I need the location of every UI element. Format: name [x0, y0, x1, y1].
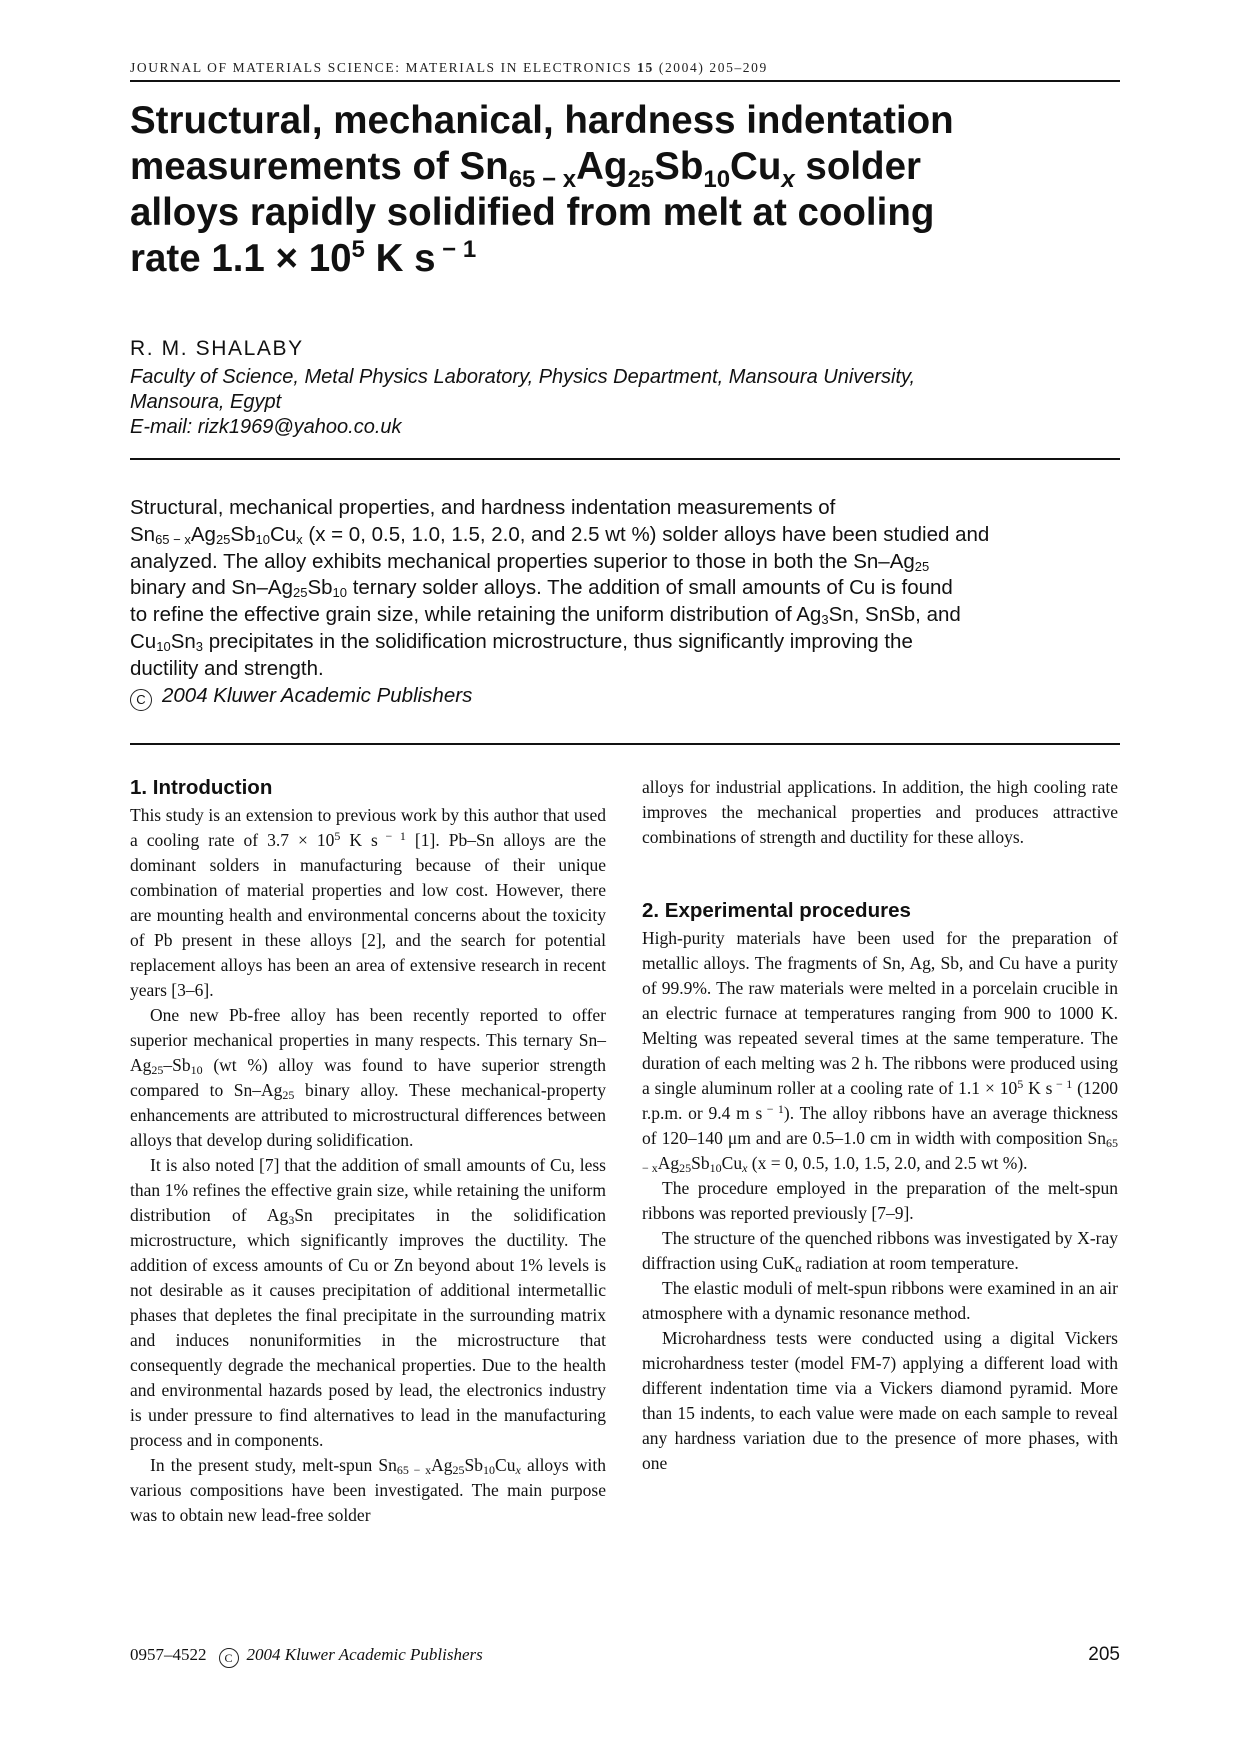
author-name: R. M. SHALABY — [130, 337, 304, 360]
journal-year-pages: (2004) 205–209 — [658, 60, 768, 75]
abstract-line: $Cu_{10}Sn_3$ precipitates in the solidification microstructure, thus significantly improving the — [130, 629, 913, 654]
paragraph: The elastic moduli of melt-spun ribbons were examined in an air atmosphere with a dynamic resonance method. — [642, 1278, 1118, 1323]
journal-name: JOURNAL OF MATERIALS SCIENCE: MATERIALS IN ELECTRONICS — [130, 60, 633, 75]
abstract-line: analyzed. The alloy exhibits mechanical properties superior to those in both the $Sn-Ag_{25}$ — [130, 549, 930, 574]
abstract-bottom-rule — [130, 743, 1120, 745]
affiliation-line-1: Faculty of Science, Metal Physics Laboratory, Physics Department, Mansoura University, — [130, 366, 916, 388]
affiliation-line-2: Mansoura, Egypt — [130, 391, 282, 413]
paragraph: Microhardness tests were conducted using a digital Vickers microhardness tester (model FM-7) applying a different load with different indentation time via a Vickers diamond pyramid. More than 15 indents, to each value were made on each sample to reveal any hardness variation due to the presence of more phases, with one — [642, 1328, 1118, 1473]
paragraph: This study is an extension to previous work by this author that used a cooling rate of $3.7 \times 10^5$ K s $^{- 1}$ [1]. Pb–Sn alloys are the dominant solders in manufacturing because of their unique combination of material properties and low cost. However, there are mounting health and environmental concerns about the toxicity of Pb present in these alloys [2], and the search for potential replacement alloys has been an area of extensive research in recent years [3–6]. — [130, 805, 606, 1000]
abstract-line: to refine the effective grain size, while retaining the uniform distribution of $Ag_3Sn$, SnSb, and — [130, 603, 961, 628]
title-line-3: alloys rapidly solidified from melt at cooling — [130, 191, 935, 234]
title-line-4: rate $1.1 \times 10^5$ K s $^{- 1}$ — [130, 236, 477, 280]
copyright-icon: C — [219, 1648, 239, 1668]
author-affiliation — [130, 365, 1120, 440]
copyright-icon: C — [130, 689, 152, 711]
section-gap — [642, 850, 1118, 898]
abstract-top-rule — [130, 458, 1120, 460]
abstract-copyright: C 2004 Kluwer Academic Publishers — [130, 683, 1120, 711]
abstract-line: $Sn_{65 - x}Ag_{25}Sb_{10}Cu_x$ (x = 0, 0.5, 1.0, 1.5, 2.0, and 2.5 wt %) solder alloys have been studied and — [130, 522, 990, 547]
journal-volume: 15 — [637, 60, 654, 75]
title-line-1: Structural, mechanical, hardness indentation — [130, 99, 954, 142]
title-line-2: measurements of $Sn_{65 - x}Ag_{25}Sb_{10}Cu_x$ solder — [130, 145, 921, 193]
paragraph: The procedure employed in the preparation of the melt-spun ribbons was reported previously [7–9]. — [642, 1178, 1118, 1223]
article-title — [130, 98, 1120, 282]
page-number: 205 — [1088, 1644, 1120, 1665]
right-column — [642, 775, 1118, 1476]
section-heading-introduction: 1. Introduction — [130, 776, 273, 799]
paragraph: In the present study, melt-spun $Sn_{65 - x}Ag_{25}Sb_{10}Cu_x$ alloys with various compositions have been investigated. The main purpose was to obtain new lead-free solder — [130, 1455, 606, 1525]
footer-issn: 0957–4522 C 2004 Kluwer Academic Publishers — [130, 1645, 483, 1668]
author-email[interactable]: E-mail: rizk1969@yahoo.co.uk — [130, 416, 402, 438]
abstract-line: binary and $Sn-Ag_{25}Sb_{10}$ ternary solder alloys. The addition of small amounts of Cu is found — [130, 576, 953, 601]
section-heading-experimental: 2. Experimental procedures — [642, 899, 911, 922]
header-rule — [130, 80, 1120, 82]
paragraph: The structure of the quenched ribbons was investigated by X-ray diffraction using CuK$_\alpha$ radiation at room temperature. — [642, 1228, 1118, 1275]
paragraph: It is also noted [7] that the addition of small amounts of Cu, less than 1% refines the effective grain size, while retaining the uniform distribution of $Ag_3Sn$ precipitates in the solidification microstructure, which significantly improves the ductility. The addition of excess amounts of Cu or Zn beyond about 1% levels is not desirable as it causes precipitation of additional intermetallic phases that depletes the final precipitate in the surrounding matrix and induces nonuniformities in the microstructure that consequently degrade the mechanical properties. Due to the health and environmental hazards posed by lead, the electronics industry is under pressure to find alternatives to lead in the manufacturing process and in components. — [130, 1155, 606, 1450]
abstract-line: ductility and strength. — [130, 656, 324, 680]
journal-running-header — [130, 60, 1120, 76]
abstract — [130, 495, 1120, 711]
paragraph: High-purity materials have been used for the preparation of metallic alloys. The fragments of Sn, Ag, Sb, and Cu have a purity of 99.9%. The raw materials were melted in a porcelain crucible in an electric furnace at temperatures ranging from 900 to 1000 K. Melting was repeated several times at the same temperature. The duration of each melting was 2 h. The ribbons were produced using a single aluminum roller at a cooling rate of $1.1 \times 10^5$ K s $^{- 1}$ (1200 r.p.m. or 9.4 m s $^{- 1}$). The alloy ribbons have an average thickness of 120–140 μm and are 0.5–1.0 cm in width with composition $Sn_{65 - x}Ag_{25}Sb_{10}Cu_x$ (x = 0, 0.5, 1.0, 1.5, 2.0, and 2.5 wt %). — [642, 928, 1119, 1175]
left-column — [130, 775, 606, 1528]
abstract-line: Structural, mechanical properties, and hardness indentation measurements of — [130, 496, 836, 519]
paragraph: One new Pb-free alloy has been recently reported to offer superior mechanical properties in many respects. This ternary $Sn-Ag_{25}-Sb_{10}$ (wt %) alloy was found to have superior strength compared to $Sn-Ag_{25}$ binary alloy. These mechanical-property enhancements are attributed to microstructural differences between alloys that develop during solidification. — [130, 1005, 606, 1150]
paragraph: alloys for industrial applications. In addition, the high cooling rate improves the mechanical properties and produces attractive combinations of strength and ductility for these alloys. — [642, 777, 1118, 847]
